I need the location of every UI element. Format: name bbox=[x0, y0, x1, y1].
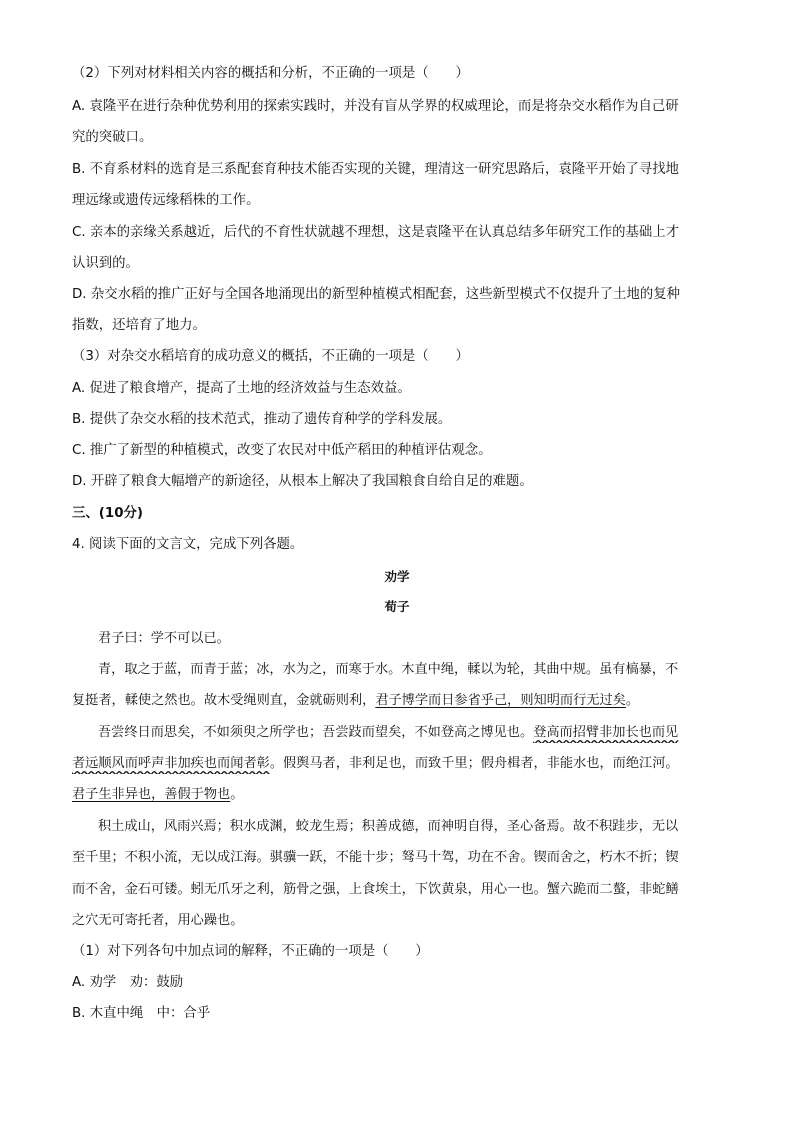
passage-p3-line3: 君子生非异也，善假于物也。 bbox=[72, 787, 244, 802]
passage-p3-line1: 吾尝终日而思矣，不如须臾之所学也；吾尝跂而望矣，不如登高之博见也。登高而招臂非加长也而见 bbox=[98, 725, 679, 740]
wavy-underlined-sentence: 登高而招臂非加长也而见 bbox=[533, 725, 679, 740]
passage-p4-line4: 之穴无可寄托者，用心躁也。 bbox=[72, 913, 244, 928]
wavy-underlined-sentence-cont: 者远顺风而呼声非加疾也而闻者彰 bbox=[72, 756, 270, 771]
passage-p2-line2: 复挺者，輮使之然也。故木受绳则直，金就砺则利，君子博学而日参省乎己，则知明而行无过矣。 bbox=[72, 693, 640, 708]
q2-option-a-line2: 究的突破口。 bbox=[72, 130, 153, 145]
passage-paragraph-1: 君子曰：学不可以已。 bbox=[98, 631, 230, 646]
q2-option-a-line1: A. 袁隆平在进行杂种优势利用的探索实践时，并没有盲从学界的权威理论，而是将杂交水稻作为自己研 bbox=[72, 99, 679, 114]
passage-p3-line2: 者远顺风而呼声非加疾也而闻者彰。假舆马者，非利足也，而致千里；假舟楫者，非能水也，而绝江河。 bbox=[72, 756, 679, 771]
underlined-sentence-2: 君子生非异也，善假于物也 bbox=[72, 787, 231, 802]
q2-stem: （2）下列对材料相关内容的概括和分析，不正确的一项是（ ） bbox=[72, 66, 469, 81]
section-heading: 三、(10分) bbox=[72, 506, 144, 521]
q3-option-a: A. 促进了粮食增产，提高了土地的经济效益与生态效益。 bbox=[72, 381, 411, 396]
passage-p2-line1: 青，取之于蓝，而青于蓝；冰，水为之，而寒于水。木直中绳，輮以为轮，其曲中规。虽有槁暴，不 bbox=[98, 662, 679, 677]
q3-option-c: C. 推广了新型的种植模式，改变了农民对中低产稻田的种植评估观念。 bbox=[72, 443, 492, 458]
q2-option-c-line1: C. 亲本的亲缘关系越近，后代的不育性状就越不理想，这是袁隆平在认真总结多年研究工作的基础上才 bbox=[72, 225, 680, 240]
q2-option-d-line2: 指数，还培育了地力。 bbox=[72, 318, 206, 333]
q2-option-b-line2: 理远缘或遗传远缘稻株的工作。 bbox=[72, 193, 260, 208]
q2-option-b-line1: B. 不育系材料的选育是三系配套育种技术能否实现的关键，理清这一研究思路后，袁隆平开始了寻找地 bbox=[72, 162, 679, 177]
q4-intro: 4. 阅读下面的文言文，完成下列各题。 bbox=[72, 537, 304, 552]
underlined-sentence-1: 君子博学而日参省乎己，则知明而行无过矣 bbox=[375, 693, 626, 708]
q4-1-option-a: A. 劝学 劝：鼓励 bbox=[72, 975, 184, 990]
q2-option-d-line1: D. 杂交水稻的推广正好与全国各地涌现出的新型种植模式相配套，这些新型模式不仅提升了土地的复种 bbox=[72, 287, 681, 302]
q4-1-stem: （1）对下列各句中加点词的解释，不正确的一项是（ ） bbox=[72, 944, 429, 959]
passage-p4-line3: 而不舍，金石可镂。蚓无爪牙之利，筋骨之强，上食埃土，下饮黄泉，用心一也。蟹六跪而二螯，非蛇鳝 bbox=[72, 882, 679, 897]
q3-option-d: D. 开辟了粮食大幅增产的新途径，从根本上解决了我国粮食自给自足的难题。 bbox=[72, 474, 533, 489]
q3-option-b: B. 提供了杂交水稻的技术范式，推动了遗传育种学的学科发展。 bbox=[72, 412, 452, 427]
q4-1-option-b: B. 木直中绳 中：合乎 bbox=[72, 1006, 211, 1021]
q2-option-c-line2: 认识到的。 bbox=[72, 256, 139, 271]
passage-p4-line1: 积土成山，风雨兴焉；积水成渊，蛟龙生焉；积善成德，而神明自得，圣心备焉。故不积跬步，无以 bbox=[98, 819, 679, 834]
q3-stem: （3）对杂交水稻培育的成功意义的概括，不正确的一项是（ ） bbox=[72, 349, 469, 364]
passage-p4-line2: 至千里；不积小流，无以成江海。骐骥一跃，不能十步；驽马十驾，功在不舍。锲而舍之，朽木不折；锲 bbox=[72, 850, 679, 865]
passage-title: 劝学 bbox=[384, 569, 410, 584]
passage-author: 荀子 bbox=[384, 599, 410, 614]
